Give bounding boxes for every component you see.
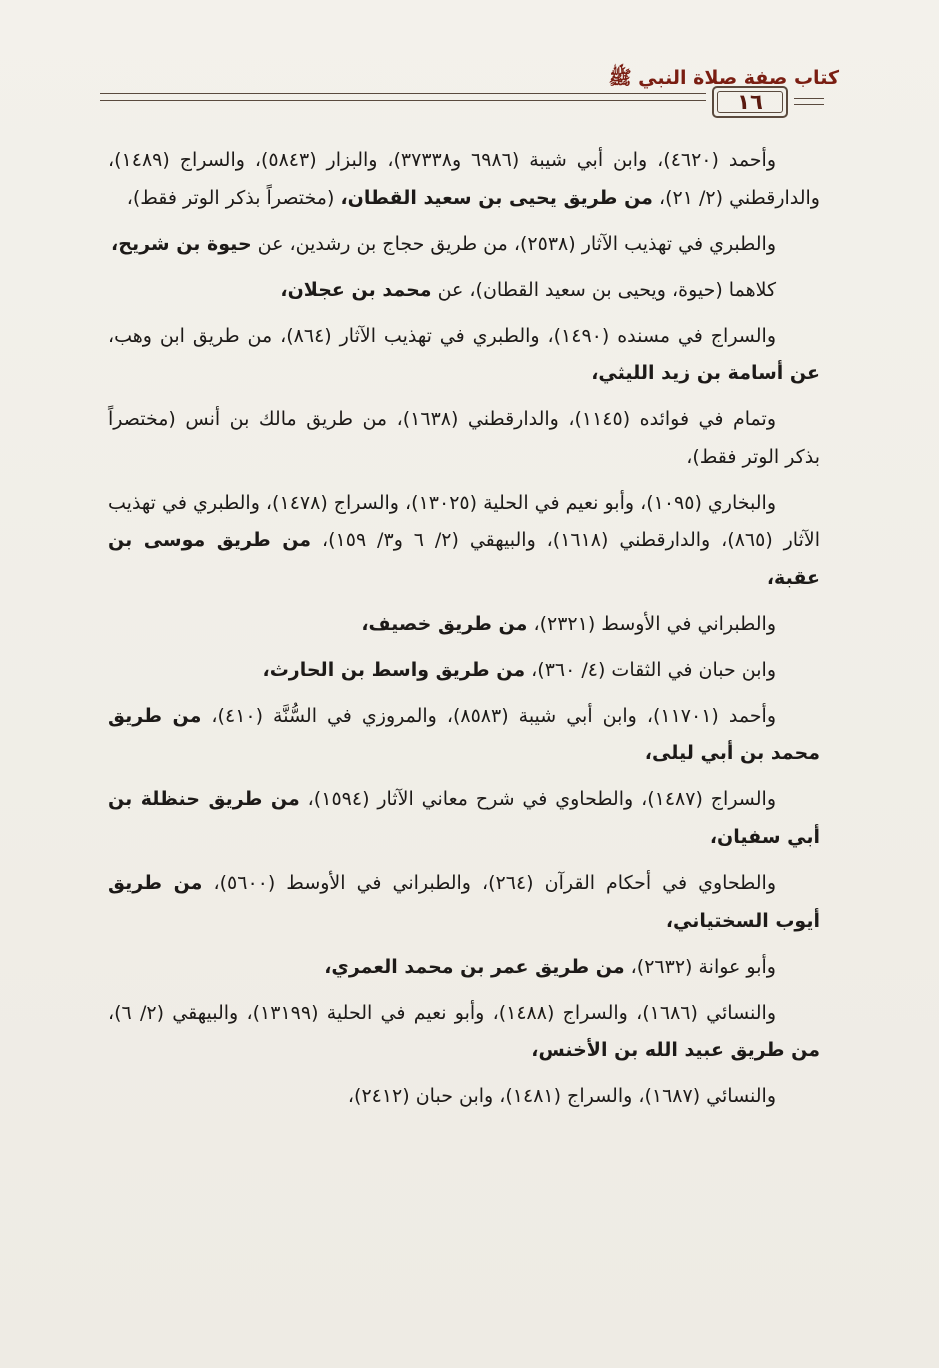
paragraph-tail: (مختصراً بذكر الوتر فقط)،: [126, 186, 341, 209]
paragraph-text: وأبو عوانة (٢٦٣٢)،: [624, 955, 776, 978]
paragraph-text: وابن حبان في الثقات (٤/ ٣٦٠)،: [525, 658, 776, 681]
paragraph-text: والطبري في تهذيب الآثار (٢٥٣٨)، من طريق حجاج بن رشدين، عن: [251, 232, 776, 255]
paragraph-text: والطحاوي في أحكام القرآن (٢٦٤)، والطبراني في الأوسط (٥٦٠٠)،: [202, 872, 777, 894]
paragraph-bold: من طريق خصيف،: [361, 612, 528, 635]
paragraph-bold: حيوة بن شريح،: [111, 232, 252, 255]
paragraph: [108, 865, 820, 940]
paragraph: [108, 606, 820, 644]
paragraph: [108, 781, 820, 856]
page-number-box: [712, 86, 788, 118]
paragraph-bold: من طريق موسى بن عقبة،: [108, 529, 820, 589]
paragraph: [108, 485, 820, 598]
paragraph-text: والبخاري (١٠٩٥)، وأبو نعيم في الحلية (١٣٠٢٥)، والسراج (١٤٧٨)، والطبري في تهذيب الآثار (٨٦٥)، والدارقطني (١٦١٨)، والبيهقي (٢/ ٦ و٣/ ١٥٩)،: [108, 491, 820, 552]
paragraph-bold: من طريق عمر بن محمد العمري،: [324, 955, 625, 978]
paragraph: [108, 226, 820, 264]
paragraph-text: والسراج في مسنده (١٤٩٠)، والطبري في تهذيب الآثار (٨٦٤)، من طريق ابن وهب،: [108, 324, 776, 347]
paragraph-text: والنسائي (١٦٨٦)، والسراج (١٤٨٨)، وأبو نعيم في الحلية (١٣١٩٩)، والبيهقي (٢/ ٦)،: [108, 1001, 776, 1024]
header-rule-bottom: [100, 100, 706, 101]
paragraph-bold: من طريق محمد بن أبي ليلى،: [108, 704, 820, 765]
paragraph: [108, 401, 820, 476]
paragraph: [108, 318, 820, 393]
paragraph: [108, 142, 820, 217]
paragraph-bold: من طريق يحيى بن سعيد القطان،: [340, 186, 653, 209]
paragraph: [108, 652, 820, 690]
paragraph: [108, 1078, 820, 1116]
paragraph-text: والنسائي (١٦٨٧)، والسراج (١٤٨١)، وابن حبان (٢٤١٢)،: [347, 1085, 776, 1108]
paragraph-bold: عن أسامة بن زيد الليثي،: [591, 362, 820, 385]
paragraph-bold: من طريق حنظلة بن أبي سفيان،: [108, 788, 820, 849]
header-rule-right-top: [794, 98, 824, 99]
paragraph-text: والسراج (١٤٨٧)، والطحاوي في شرح معاني الآثار (١٥٩٤)،: [299, 788, 776, 811]
paragraph: [108, 698, 820, 773]
paragraph-text: وأحمد (٤٦٢٠)، وابن أبي شيبة (٦٩٨٦ و٣٧٣٣٨)، والبزار (٥٨٤٣)، والسراج (١٤٨٩)، والدارقطني (٢/ ٢١)،: [108, 149, 820, 209]
page-number: ١٦: [737, 90, 763, 114]
paragraph-text: وأحمد (١١٧٠١)، وابن أبي شيبة (٨٥٨٣)، والمروزي في السُّنَّة (٤١٠)،: [201, 704, 776, 727]
paragraph-bold: محمد بن عجلان،: [280, 278, 432, 301]
paragraph-bold: من طريق عبيد الله بن الأخنس،: [531, 1039, 820, 1062]
paragraph-bold: من طريق واسط بن الحارث،: [262, 658, 526, 681]
header-rule-right-bottom: [794, 104, 824, 105]
paragraph: [108, 995, 820, 1070]
paragraph-text: وتمام في فوائده (١١٤٥)، والدارقطني (١٦٣٨)، من طريق مالك بن أنس (مختصراً بذكر الوتر فقط)،: [108, 408, 820, 468]
paragraph: [108, 272, 820, 310]
paragraph: [108, 949, 820, 987]
header-rule-top: [100, 93, 706, 94]
paragraph-text: كلاهما (حيوة، ويحيى بن سعيد القطان)، عن: [431, 278, 776, 301]
running-title: كتاب صفة صلاة النبي ﷺ: [608, 67, 839, 89]
paragraph-bold: من طريق أيوب السختياني،: [108, 872, 820, 932]
paragraph-text: والطبراني في الأوسط (٢٣٢١)،: [527, 612, 776, 635]
body-text: [108, 142, 820, 1124]
